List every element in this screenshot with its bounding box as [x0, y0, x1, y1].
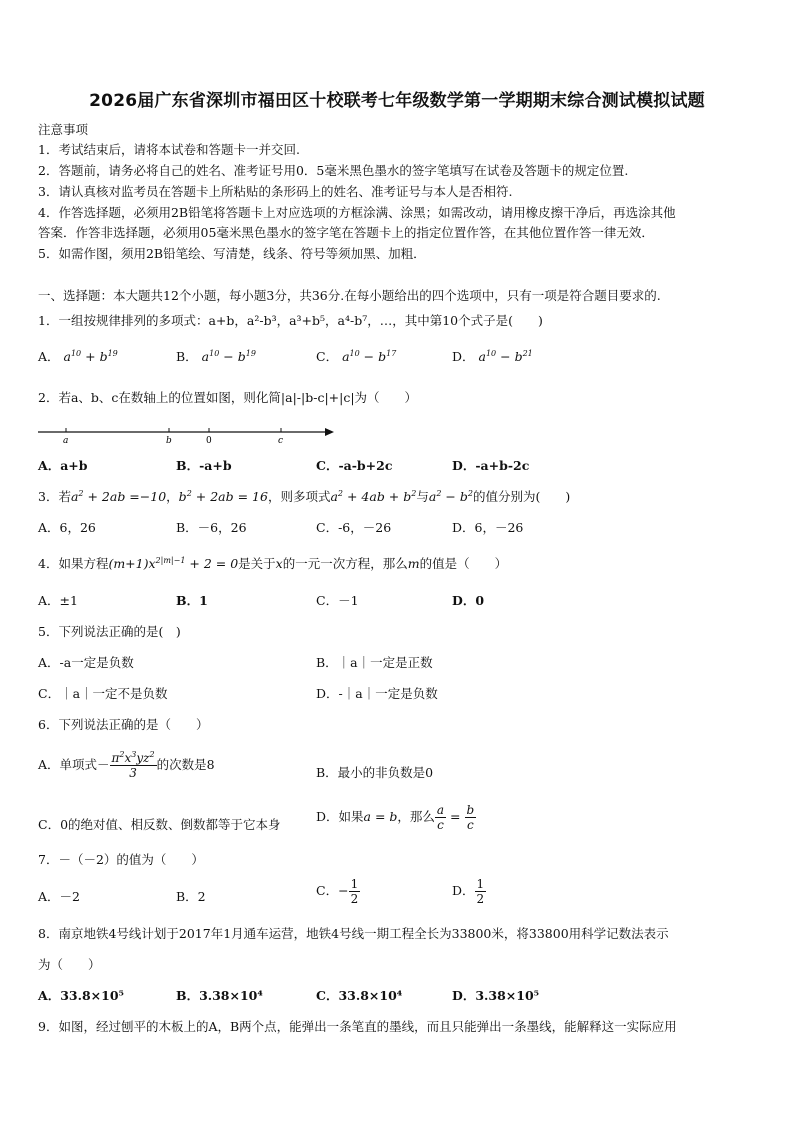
- label-c: c: [278, 436, 284, 446]
- q2-option-c: C．-a-b+2c: [316, 458, 393, 473]
- q6-option-a: A．单项式－ $\frac{\pi^2x^3yz^2}{3}$ 的次数是8: [38, 750, 215, 780]
- q6-option-b: B．最小的非负数是0: [316, 765, 434, 780]
- q5-option-c: C．｜a｜一定不是负数: [38, 686, 168, 701]
- question-9-stem: 9．如图，经过刨平的木板上的A，B两个点，能弹出一条笔直的墨线，而且只能弹出一条墨线，能解释这一实际应用: [38, 1019, 677, 1034]
- label-0: 0: [206, 436, 212, 446]
- question-1-stem: 1．一组按规律排列的多项式：a+b，a²-b³，a³+b⁵，a⁴-b⁷，…，其中第10个式子是( ): [38, 313, 543, 328]
- q8-option-a: A．33.8×10⁵: [38, 988, 124, 1003]
- question-8-stem: 8．南京地铁4号线计划于2017年1月通车运营，地铁4号线一期工程全长为33800米，将33800用科学记数法表示: [38, 926, 669, 941]
- q7-option-c: C．− $\frac{1}{2}$: [316, 877, 359, 906]
- number-line-arrow: [325, 428, 334, 436]
- question-7-stem: 7．－（－2）的值为（ ）: [38, 852, 204, 867]
- label-a: a: [63, 436, 69, 446]
- q6-option-d: D．如果a = b，那么 $\frac{a}{c}$ = $\frac{b}{c}$: [316, 803, 475, 832]
- q1-option-d: D． $a^{10} - b^{21}$: [452, 348, 533, 364]
- q5-option-d: D．-｜a｜一定是负数: [316, 686, 438, 701]
- q7-option-b: B．2: [176, 889, 206, 904]
- q1-option-b: B． $a^{10} - b^{19}$: [176, 348, 256, 364]
- q5-option-b: B．｜a｜一定是正数: [316, 655, 433, 670]
- notice-heading: 注意事项: [38, 122, 89, 137]
- notice-item: 5．如需作图，须用2B铅笔绘、写清楚，线条、符号等须加黑、加粗．: [38, 246, 426, 261]
- q3-option-c: C．-6，－26: [316, 520, 392, 535]
- label-b: b: [166, 436, 172, 446]
- q2-option-b: B．-a+b: [176, 458, 232, 473]
- q1-option-c: C． $a^{10} - b^{17}$: [316, 348, 397, 364]
- q7-option-d: D． $\frac{1}{2}$: [452, 877, 485, 906]
- notice-item: 1．考试结束后，请将本试卷和答题卡一并交回.: [38, 142, 300, 157]
- q4-option-d: D．0: [452, 593, 485, 608]
- q1-option-a: A． $a^{10} + b^{19}$: [38, 348, 118, 364]
- question-4-stem: 4．如果方程$(m+1)x^{2|m|-1} + 2 = 0$是关于x的一元一次方程，那么m的值是（ ）: [38, 555, 508, 571]
- q2-option-d: D．-a+b-2c: [452, 458, 530, 473]
- q4-option-a: A．±1: [38, 593, 78, 608]
- section-heading: 一、选择题：本大题共12个小题，每小题3分，共36分.在每小题给出的四个选项中，只有一项是符合题目要求的.: [38, 288, 661, 303]
- notice-item: 4．作答选择题，必须用2B铅笔将答题卡上对应选项的方框涂满、涂黑；如需改动，请用橡皮擦干净后，再选涂其他: [38, 205, 676, 220]
- question-6-stem: 6．下列说法正确的是（ ）: [38, 717, 209, 732]
- notice-item: 2．答题前，请务必将自己的姓名、准考证号用0．5毫米黑色墨水的签字笔填写在试卷及答题卡的规定位置.: [38, 163, 629, 178]
- q8-option-b: B．3.38×10⁴: [176, 988, 263, 1003]
- q3-option-b: B．－6，26: [176, 520, 247, 535]
- notice-item: 3．请认真核对监考员在答题卡上所粘贴的条形码上的姓名、准考证号与本人是否相符.: [38, 184, 513, 199]
- q8-option-d: D．3.38×10⁵: [452, 988, 540, 1003]
- question-3-stem: 3．若$a^2 + 2ab =-10$，$b^2 + 2ab = 16$，则多项式$a^2 + 4ab + b^2$与$a^2 - b^2$的值分别为( ): [38, 488, 571, 504]
- q3-option-d: D．6，－26: [452, 520, 524, 535]
- question-5-stem: 5．下列说法正确的是( ): [38, 624, 181, 639]
- q5-option-a: A．-a一定是负数: [38, 655, 134, 670]
- q4-option-b: B．1: [176, 593, 208, 608]
- question-8-stem-cont: 为（ ）: [38, 957, 101, 972]
- question-2-stem: 2．若a、b、c在数轴上的位置如图，则化简|a|-|b-c|+|c|为（ ）: [38, 390, 418, 405]
- q2-option-a: A．a+b: [38, 458, 88, 473]
- q6-option-c: C．0的绝对值、相反数、倒数都等于它本身: [38, 817, 281, 832]
- notice-item: 答案．作答非选择题，必须用05毫米黑色墨水的签字笔在答题卡上的指定位置作答，在其他位置作答一律无效．: [38, 225, 654, 240]
- q4-option-c: C．－1: [316, 593, 359, 608]
- q8-option-c: C．33.8×10⁴: [316, 988, 403, 1003]
- q7-option-a: A．－2: [38, 889, 80, 904]
- page-title: 2026届广东省深圳市福田区十校联考七年级数学第一学期期末综合测试模拟试题: [89, 91, 705, 111]
- q3-option-a: A．6，26: [38, 520, 96, 535]
- number-line-figure: [38, 422, 338, 446]
